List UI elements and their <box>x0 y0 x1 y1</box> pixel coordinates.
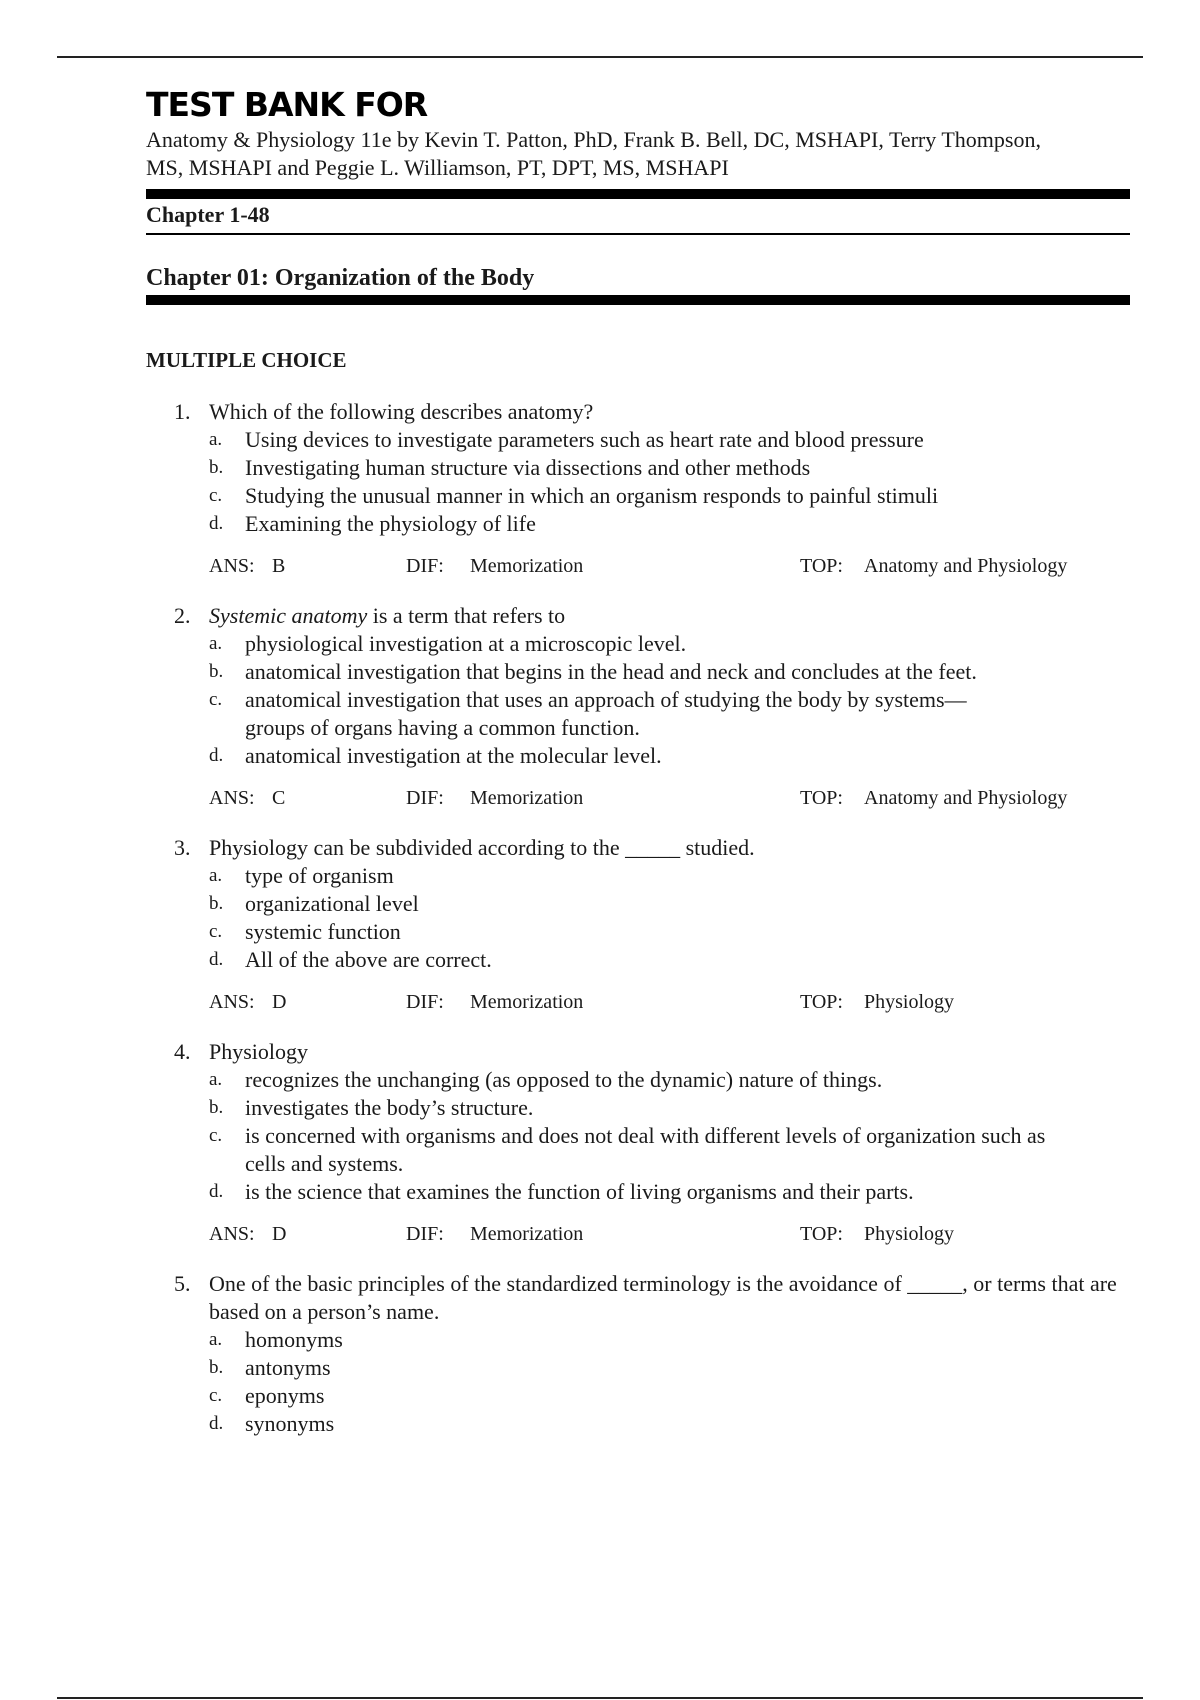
option-letter: b. <box>209 457 224 478</box>
question-number: 4. <box>174 1039 191 1064</box>
top-label: TOP: <box>800 787 843 809</box>
option-text: is concerned with organisms and does not deal with different levels of organization such as cells and systems. <box>245 1123 1046 1176</box>
question-stem <box>146 1038 1130 1066</box>
question-stem <box>146 834 1130 862</box>
ans-value: D <box>272 1223 287 1245</box>
option-a <box>146 630 1065 658</box>
option-a <box>146 426 1065 454</box>
header-thick-rule <box>146 189 1130 199</box>
option-list <box>146 630 1130 770</box>
question-5 <box>146 1270 1130 1438</box>
question-number: 5. <box>174 1271 191 1296</box>
option-text: type of organism <box>245 863 394 888</box>
option-text: anatomical investigation at the molecular level. <box>245 743 662 768</box>
question-4 <box>146 1038 1130 1248</box>
option-c <box>146 918 1065 946</box>
option-letter: d. <box>209 1413 224 1434</box>
dif-value: Memorization <box>470 787 584 809</box>
option-c <box>146 686 980 742</box>
option-b <box>146 658 1125 686</box>
option-b <box>146 890 1065 918</box>
option-text: anatomical investigation that begins in the head and neck and concludes at the feet. <box>245 659 977 684</box>
option-text: systemic function <box>245 919 401 944</box>
option-d <box>146 1178 1065 1206</box>
section-heading: MULTIPLE CHOICE <box>146 348 347 372</box>
option-text: Investigating human structure via dissections and other methods <box>245 455 811 480</box>
answer-meta <box>146 784 1130 812</box>
option-letter: b. <box>209 1357 224 1378</box>
option-text: physiological investigation at a microscopic level. <box>245 631 687 656</box>
ans-value: D <box>272 991 287 1013</box>
option-b <box>146 454 1065 482</box>
dif-label: DIF: <box>406 787 444 809</box>
top-label: TOP: <box>800 1223 843 1245</box>
option-letter: b. <box>209 893 224 914</box>
option-letter: a. <box>209 865 223 886</box>
book-subtitle: Anatomy & Physiology 11e by Kevin T. Patton, PhD, Frank B. Bell, DC, MSHAPI, Terry Thompson, MS, MSHAPI and Peggie L. Williamson, PT, DPT, MS, MSHAPI <box>146 127 1041 180</box>
option-text: Examining the physiology of life <box>245 511 536 536</box>
question-3 <box>146 834 1130 1016</box>
option-c <box>146 482 1065 510</box>
chapter-range: Chapter 1-48 <box>146 202 270 227</box>
ans-label: ANS: <box>209 787 255 809</box>
option-text: All of the above are correct. <box>245 947 492 972</box>
dif-label: DIF: <box>406 1223 444 1245</box>
option-list <box>146 862 1130 974</box>
option-text: organizational level <box>245 891 419 916</box>
top-label: TOP: <box>800 555 843 577</box>
dif-value: Memorization <box>470 1223 584 1245</box>
dif-value: Memorization <box>470 991 584 1013</box>
ans-label: ANS: <box>209 555 255 577</box>
option-text: synonyms <box>245 1411 335 1436</box>
top-label: TOP: <box>800 991 843 1013</box>
question-text: Physiology <box>209 1039 309 1064</box>
option-c <box>146 1382 1065 1410</box>
question-number: 3. <box>174 835 191 860</box>
top-value: Anatomy and Physiology <box>864 555 1068 577</box>
question-stem <box>146 1270 1129 1326</box>
option-letter: c. <box>209 485 223 506</box>
question-list <box>146 398 1130 1438</box>
dif-label: DIF: <box>406 555 444 577</box>
option-text: antonyms <box>245 1355 331 1380</box>
top-value: Physiology <box>864 991 955 1013</box>
question-text: One of the basic principles of the standardized terminology is the avoidance of _____, or terms that are based on a person’s name. <box>209 1271 1117 1324</box>
option-a <box>146 1326 1065 1354</box>
question-2 <box>146 602 1130 812</box>
document-title: TEST BANK FOR <box>146 85 428 124</box>
option-list <box>146 426 1130 538</box>
option-text: investigates the body’s structure. <box>245 1095 534 1120</box>
ans-value: C <box>272 787 286 809</box>
question-number: 1. <box>174 399 191 424</box>
question-text: is a term that refers to <box>367 603 566 628</box>
option-letter: a. <box>209 633 223 654</box>
dif-value: Memorization <box>470 555 584 577</box>
question-text: Physiology can be subdivided according to the _____ studied. <box>209 835 755 860</box>
option-letter: c. <box>209 921 223 942</box>
option-letter: b. <box>209 1097 224 1118</box>
option-b <box>146 1354 1065 1382</box>
page-top-rule <box>57 56 1143 58</box>
ans-label: ANS: <box>209 991 255 1013</box>
option-d <box>146 742 1065 770</box>
option-letter: d. <box>209 513 224 534</box>
ans-value: B <box>272 555 286 577</box>
question-1 <box>146 398 1130 580</box>
top-value: Physiology <box>864 1223 955 1245</box>
option-text: Using devices to investigate parameters such as heart rate and blood pressure <box>245 427 924 452</box>
option-letter: c. <box>209 1125 223 1146</box>
option-d <box>146 1410 1065 1438</box>
option-letter: c. <box>209 1385 223 1406</box>
option-text: eponyms <box>245 1383 325 1408</box>
top-value: Anatomy and Physiology <box>864 787 1068 809</box>
option-c <box>146 1122 1065 1178</box>
option-text: recognizes the unchanging (as opposed to the dynamic) nature of things. <box>245 1067 883 1092</box>
answer-meta <box>146 988 1130 1016</box>
ans-label: ANS: <box>209 1223 255 1245</box>
dif-label: DIF: <box>406 991 444 1013</box>
option-letter: a. <box>209 1329 223 1350</box>
option-a <box>146 862 1065 890</box>
option-letter: b. <box>209 661 224 682</box>
option-letter: a. <box>209 429 223 450</box>
option-list <box>146 1326 1130 1438</box>
chapter-title: Chapter 01: Organization of the Body <box>146 265 535 291</box>
question-text: Which of the following describes anatomy? <box>209 399 594 424</box>
option-b <box>146 1094 1065 1122</box>
option-letter: d. <box>209 745 224 766</box>
option-text: anatomical investigation that uses an approach of studying the body by systems—groups of organs having a common function. <box>245 687 967 740</box>
option-text: Studying the unusual manner in which an organism responds to painful stimuli <box>245 483 939 508</box>
option-letter: a. <box>209 1069 223 1090</box>
question-italic-term: Systemic anatomy <box>209 603 368 628</box>
option-text: is the science that examines the function of living organisms and their parts. <box>245 1179 914 1204</box>
option-letter: c. <box>209 689 223 710</box>
option-d <box>146 510 1065 538</box>
document-page <box>146 86 1130 1460</box>
option-d <box>146 946 1065 974</box>
option-letter: d. <box>209 949 224 970</box>
option-letter: d. <box>209 1181 224 1202</box>
header-thin-rule <box>146 233 1130 235</box>
question-stem <box>146 602 1130 630</box>
chapter-title-rule <box>146 295 1130 305</box>
option-list <box>146 1066 1130 1206</box>
option-text: homonyms <box>245 1327 343 1352</box>
option-a <box>146 1066 1065 1094</box>
answer-meta <box>146 552 1130 580</box>
answer-meta <box>146 1220 1130 1248</box>
question-number: 2. <box>174 603 191 628</box>
page-bottom-rule <box>57 1697 1143 1699</box>
question-stem <box>146 398 1130 426</box>
